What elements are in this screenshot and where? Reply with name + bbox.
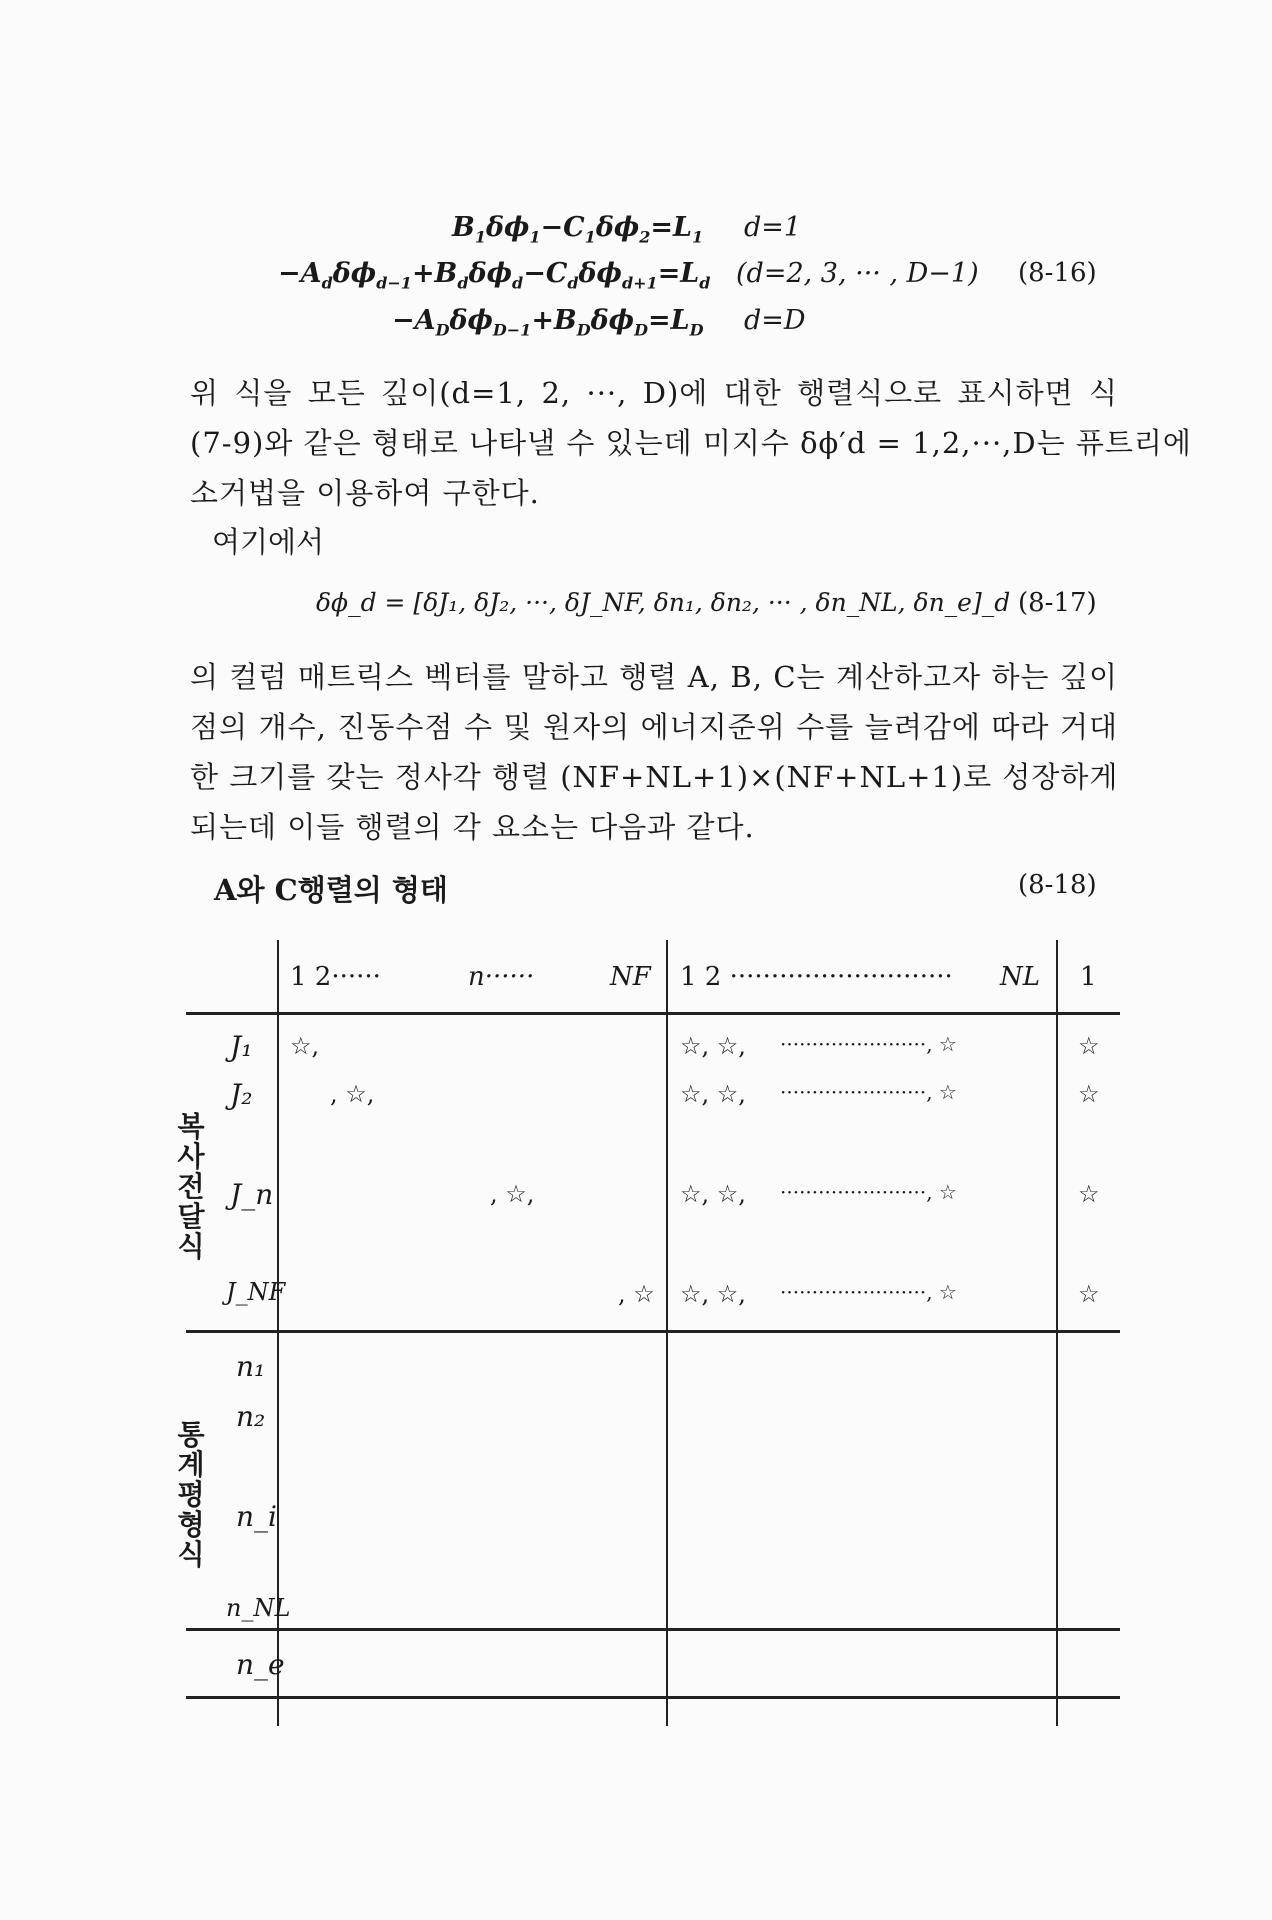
- equation-cond-2: (d=2, 3, ··· , D−1): [736, 258, 979, 289]
- paragraph-3-line-4: 되는데 이들 행렬의 각 요소는 다음과 같다.: [190, 810, 755, 844]
- paragraph-3-line-1: 의 컬럼 매트릭스 벡터를 말하고 행렬 A, B, C는 계산하고자 하는 깊이: [190, 660, 1118, 694]
- matrix-hline-mid: [186, 1330, 1120, 1333]
- row-j2-g3: ☆: [1078, 1080, 1100, 1108]
- row-label-j2: J₂: [230, 1078, 253, 1111]
- equation-line-1: $B_1\delta\phi_1-C_1\delta\phi_2=L_1$: [452, 212, 704, 247]
- row-label-jnf: J_NF: [226, 1278, 286, 1306]
- row-label-n1: n₁: [236, 1350, 266, 1383]
- header-group1-a: 1 2······: [290, 962, 381, 992]
- row-jnf-g2b: ·······················, ☆: [780, 1280, 957, 1304]
- row-jn-g1: , ☆,: [490, 1180, 535, 1208]
- row-label-ni: n_i: [236, 1500, 277, 1533]
- equation-number-8-17: (8-17): [1018, 588, 1097, 618]
- row-jnf-g1: , ☆: [618, 1280, 655, 1308]
- header-group2-nl: NL: [1000, 962, 1041, 992]
- header-group1-n: n······: [468, 962, 535, 992]
- section-heading: A와 C행렬의 형태: [214, 873, 448, 907]
- header-group1-nf: NF: [610, 962, 651, 992]
- row-jn-g3: ☆: [1078, 1180, 1100, 1208]
- row-label-ne: n_e: [236, 1648, 285, 1681]
- paragraph-1-line-2: (7-9)와 같은 형태로 나타낼 수 있는데 미지수 δϕ′d = 1,2,···,D는 퓨트리에: [190, 426, 1192, 460]
- row-j1-g3: ☆: [1078, 1032, 1100, 1060]
- row-j1-g2a: ☆, ☆,: [680, 1032, 746, 1060]
- paragraph-3-line-2: 점의 개수, 진동수점 수 및 원자의 에너지준위 수를 늘려감에 따라 거대: [190, 710, 1118, 744]
- row-label-nnl: n_NL: [226, 1594, 291, 1622]
- row-label-jn: J_n: [230, 1178, 274, 1211]
- equation-cond-3: d=D: [744, 305, 806, 336]
- row-j2-g2a: ☆, ☆,: [680, 1080, 746, 1108]
- row-jn-g2a: ☆, ☆,: [680, 1180, 746, 1208]
- paragraph-1: [190, 368, 1192, 518]
- matrix-vline-3: [1056, 940, 1058, 1726]
- matrix-hline-bottom: [186, 1696, 1120, 1699]
- header-group3: 1: [1080, 962, 1097, 992]
- row-jnf-g3: ☆: [1078, 1280, 1100, 1308]
- section-number-8-18: (8-18): [1018, 870, 1097, 900]
- matrix-vline-2: [666, 940, 668, 1726]
- row-jnf-g2a: ☆, ☆,: [680, 1280, 746, 1308]
- equation-number-8-16: (8-16): [1018, 258, 1097, 288]
- paragraph-1-line-3: 소거법을 이용하여 구한다.: [190, 476, 540, 510]
- paragraph-1-line-1: 위 식을 모든 깊이(d=1, 2, ···, D)에 대한 행렬식으로 표시하면 식: [190, 376, 1118, 410]
- matrix-hline-header: [186, 1012, 1120, 1015]
- header-group2-a: 1 2 ···························: [680, 962, 953, 992]
- side-label-bottom: 통계평형식: [177, 1418, 205, 1571]
- row-j1-g1: ☆,: [290, 1032, 320, 1060]
- equation-line-3: $-A_D\delta\phi_{D-1}+B_D\delta\phi_D=L_D$: [392, 305, 704, 340]
- side-label-top: 복사전달식: [177, 1110, 205, 1263]
- row-label-j1: J₁: [230, 1030, 253, 1063]
- equation-line-2: $-A_d\delta\phi_{d-1}+B_d\delta\phi_d-C_d\delta\phi_{d+1}=L_d$: [278, 258, 711, 293]
- equation-8-17: δϕ_d = [δJ₁, δJ₂, ···, δJ_NF, δn₁, δn₂, ··· , δn_NL, δn_e]_d: [316, 588, 1011, 617]
- paragraph-3-line-3: 한 크기를 갖는 정사각 행렬 (NF+NL+1)×(NF+NL+1)로 성장하게: [190, 760, 1119, 794]
- equation-cond-1: d=1: [744, 212, 802, 243]
- row-j2-g2b: ·······················, ☆: [780, 1080, 957, 1104]
- row-label-n2: n₂: [236, 1400, 266, 1433]
- matrix-hline-lower: [186, 1628, 1120, 1631]
- paragraph-3: [190, 652, 1118, 852]
- paragraph-2-lead: 여기에서: [212, 525, 325, 559]
- row-jn-g2b: ·······················, ☆: [780, 1180, 957, 1204]
- row-j2-g1: , ☆,: [330, 1080, 375, 1108]
- row-j1-g2b: ·······················, ☆: [780, 1032, 957, 1056]
